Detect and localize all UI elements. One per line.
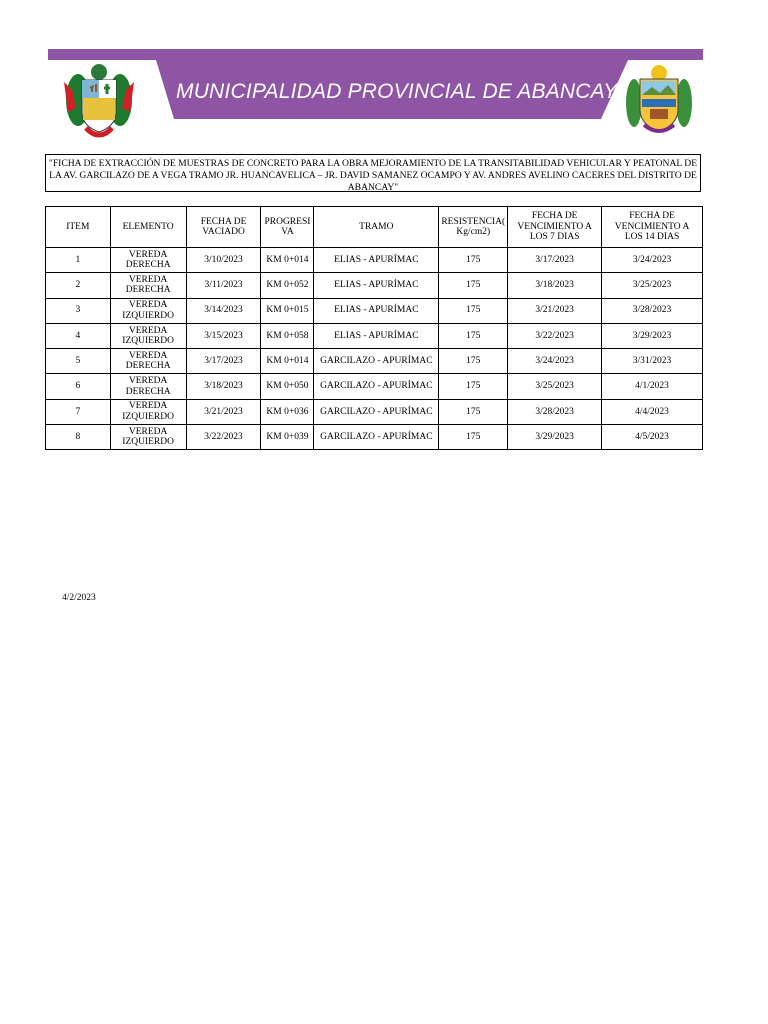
- cell-elemento: VEREDA DERECHA: [110, 248, 186, 273]
- cell-resistencia: 175: [439, 298, 508, 323]
- col-header-item: ITEM: [46, 207, 111, 248]
- cell-progresiva: KM 0+015: [261, 298, 314, 323]
- cell-resistencia: 175: [439, 248, 508, 273]
- cell-tramo: ELIAS - APURÍMAC: [314, 298, 439, 323]
- cell-progresiva: KM 0+014: [261, 248, 314, 273]
- cell-vencimiento-7: 3/21/2023: [508, 298, 602, 323]
- cell-tramo: GARCILAZO - APURÍMAC: [314, 374, 439, 399]
- peru-coat-of-arms-icon: [62, 62, 136, 142]
- cell-vencimiento-7: 3/28/2023: [508, 399, 602, 424]
- table-row: [46, 349, 703, 374]
- cell-resistencia: 175: [439, 349, 508, 374]
- col-header-progresiva: PROGRESIVA: [261, 207, 314, 248]
- cell-fecha-vaciado: 3/17/2023: [186, 349, 261, 374]
- cell-tramo: ELIAS - APURÍMAC: [314, 248, 439, 273]
- cell-fecha-vaciado: 3/21/2023: [186, 399, 261, 424]
- cell-item: 6: [46, 374, 111, 399]
- col-header-elemento: ELEMENTO: [110, 207, 186, 248]
- cell-elemento: VEREDA DERECHA: [110, 349, 186, 374]
- table-row: [46, 323, 703, 348]
- cell-vencimiento-14: 3/29/2023: [602, 323, 703, 348]
- col-header-fecha-vaciado: FECHA DE VACIADO: [186, 207, 261, 248]
- cell-vencimiento-14: 4/5/2023: [602, 425, 703, 450]
- cell-item: 4: [46, 323, 111, 348]
- cell-fecha-vaciado: 3/22/2023: [186, 425, 261, 450]
- cell-progresiva: KM 0+058: [261, 323, 314, 348]
- cell-item: 3: [46, 298, 111, 323]
- cell-vencimiento-14: 4/4/2023: [602, 399, 703, 424]
- cell-elemento: VEREDA IZQUIERDO: [110, 298, 186, 323]
- table-header-row: [46, 207, 703, 248]
- table-row: [46, 425, 703, 450]
- table-row: [46, 298, 703, 323]
- col-header-resistencia: RESISTENCIA( Kg/cm2): [439, 207, 508, 248]
- abancay-coat-of-arms-icon: [624, 63, 694, 137]
- cell-progresiva: KM 0+039: [261, 425, 314, 450]
- cell-fecha-vaciado: 3/11/2023: [186, 273, 261, 298]
- cell-progresiva: KM 0+052: [261, 273, 314, 298]
- cell-vencimiento-14: 4/1/2023: [602, 374, 703, 399]
- col-header-tramo: TRAMO: [314, 207, 439, 248]
- cell-vencimiento-7: 3/22/2023: [508, 323, 602, 348]
- cell-tramo: GARCILAZO - APURÍMAC: [314, 425, 439, 450]
- cell-resistencia: 175: [439, 273, 508, 298]
- banner-title: MUNICIPALIDAD PROVINCIAL DE ABANCAY: [176, 80, 618, 103]
- cell-vencimiento-7: 3/29/2023: [508, 425, 602, 450]
- samples-table: [45, 206, 703, 450]
- table-row: [46, 399, 703, 424]
- cell-vencimiento-7: 3/17/2023: [508, 248, 602, 273]
- cell-item: 5: [46, 349, 111, 374]
- cell-elemento: VEREDA IZQUIERDO: [110, 425, 186, 450]
- cell-elemento: VEREDA DERECHA: [110, 374, 186, 399]
- cell-elemento: VEREDA IZQUIERDO: [110, 323, 186, 348]
- footer-date: 4/2/2023: [62, 593, 96, 603]
- col-header-vencimiento-14: FECHA DE VENCIMIENTO A LOS 14 DIAS: [602, 207, 703, 248]
- cell-resistencia: 175: [439, 399, 508, 424]
- col-header-vencimiento-7: FECHA DE VENCIMIENTO A LOS 7 DIAS: [508, 207, 602, 248]
- cell-tramo: ELIAS - APURÍMAC: [314, 273, 439, 298]
- cell-tramo: GARCILAZO - APURÍMAC: [314, 349, 439, 374]
- cell-tramo: ELIAS - APURÍMAC: [314, 323, 439, 348]
- table-row: [46, 374, 703, 399]
- cell-fecha-vaciado: 3/18/2023: [186, 374, 261, 399]
- cell-fecha-vaciado: 3/14/2023: [186, 298, 261, 323]
- cell-item: 7: [46, 399, 111, 424]
- cell-progresiva: KM 0+050: [261, 374, 314, 399]
- cell-resistencia: 175: [439, 323, 508, 348]
- cell-tramo: GARCILAZO - APURÍMAC: [314, 399, 439, 424]
- cell-item: 8: [46, 425, 111, 450]
- cell-elemento: VEREDA IZQUIERDO: [110, 399, 186, 424]
- cell-elemento: VEREDA DERECHA: [110, 273, 186, 298]
- cell-vencimiento-14: 3/24/2023: [602, 248, 703, 273]
- table-row: [46, 248, 703, 273]
- cell-vencimiento-7: 3/25/2023: [508, 374, 602, 399]
- cell-vencimiento-7: 3/24/2023: [508, 349, 602, 374]
- cell-resistencia: 175: [439, 374, 508, 399]
- cell-fecha-vaciado: 3/10/2023: [186, 248, 261, 273]
- cell-vencimiento-14: 3/31/2023: [602, 349, 703, 374]
- cell-resistencia: 175: [439, 425, 508, 450]
- cell-progresiva: KM 0+036: [261, 399, 314, 424]
- cell-vencimiento-7: 3/18/2023: [508, 273, 602, 298]
- cell-progresiva: KM 0+014: [261, 349, 314, 374]
- document-title: "FICHA DE EXTRACCIÓN DE MUESTRAS DE CONCRETO PARA LA OBRA MEJORAMIENTO DE LA TRANSITABILIDAD VEHICULAR Y PEATONAL DE LA AV. GARCILAZO DE A VEGA TRAMO JR. HUANCAVELICA – JR. DAVID SAMANEZ OCAMPO Y AV. ANDRES AVELINO CACERES DEL DISTRITO DE ABANCAY": [45, 154, 701, 192]
- cell-vencimiento-14: 3/28/2023: [602, 298, 703, 323]
- table-row: [46, 273, 703, 298]
- cell-vencimiento-14: 3/25/2023: [602, 273, 703, 298]
- cell-fecha-vaciado: 3/15/2023: [186, 323, 261, 348]
- cell-item: 1: [46, 248, 111, 273]
- cell-item: 2: [46, 273, 111, 298]
